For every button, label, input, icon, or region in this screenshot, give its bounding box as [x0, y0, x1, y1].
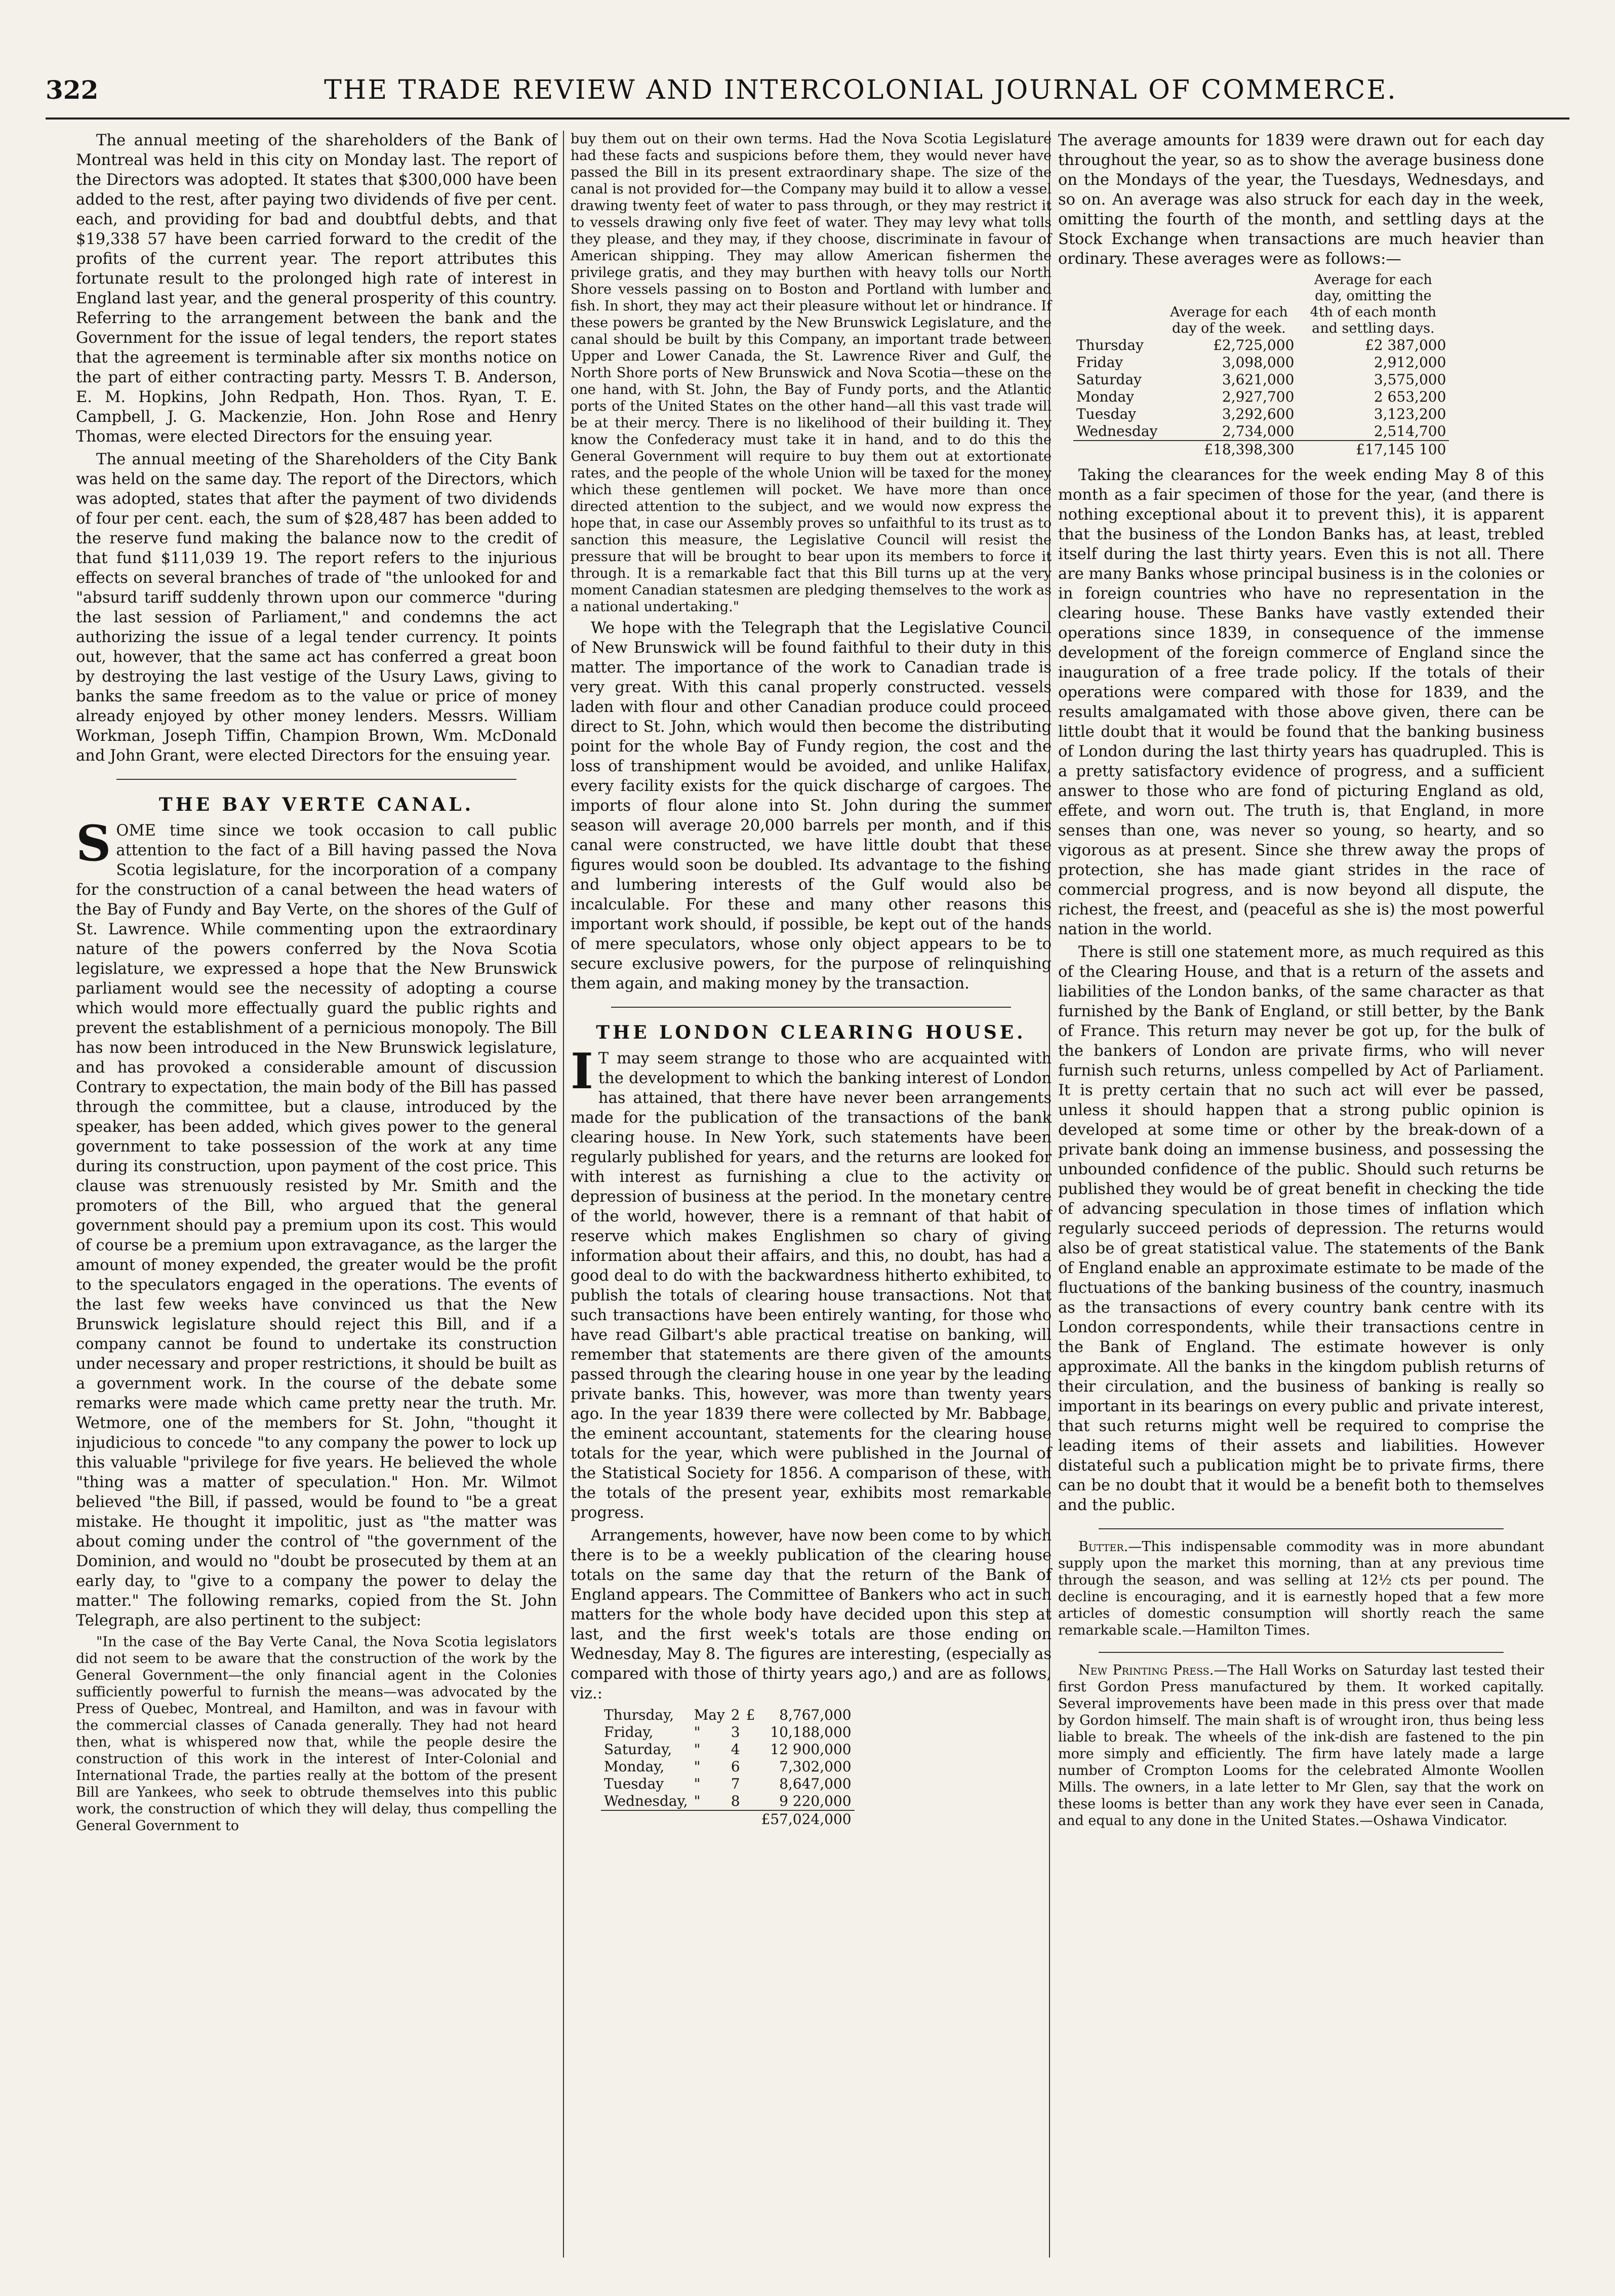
drop-cap: I [571, 1043, 593, 1100]
butter-lead: Butter. [1078, 1539, 1128, 1555]
table-row [601, 1758, 855, 1775]
bank-of-montreal-paragraph: The annual meeting of the shareholders of the Bank of Montreal was held in this city on Monday last. The report of the Directors was adopted. It states that $300,000 have been added to the rest, after paying two dividends of five per cent. each, and providing for bad and doubtful debts, and that $19,338 57 have been carried forward to the credit of the profits of the current year. The report attributes this fortunate result to the prolonged high rate of interest in England last year, and the general prosperity of this country. Referring to the arrangement between the bank and the Government for the issue of legal tenders, the report states that the agreement is terminable after six months notice on the part of either contracting party. Messrs T. B. Anderson, E. M. Hopkins, John Redpath, Hon. Thos. Ryan, T. E. Campbell, J. G. Mackenzie, Hon. John Rose and Henry Thomas, were elected Directors for the ensuing year. [76, 132, 557, 446]
day-cell: Saturday [1076, 371, 1142, 388]
amount-cell: 12 900,000 [770, 1741, 852, 1758]
butter-item [1058, 1538, 1544, 1639]
avg-omitting-cell: 2,514,700 [1374, 423, 1446, 440]
day-cell: Friday [1076, 354, 1123, 371]
section-separator [1099, 1528, 1504, 1529]
day-cell: Thursday, [604, 1707, 674, 1723]
avg-week-cell: 3,098,000 [1222, 354, 1295, 371]
avg-week-cell: 2,734,000 [1222, 423, 1295, 440]
month-cell: " [694, 1758, 701, 1775]
column-1 [76, 131, 557, 1837]
avg-total-week: £18,398,300 [1160, 441, 1297, 458]
journal-title: THE TRADE REVIEW AND INTERCOLONIAL JOURNAL OF COMMERCE. [324, 75, 1397, 105]
avg-header-week: Average for each day of the week. [1170, 304, 1288, 336]
currency-cell [743, 1758, 758, 1775]
printing-press-item [1058, 1662, 1544, 1829]
day-cell: Monday [1076, 388, 1134, 405]
avg-omitting-cell: 3,123,200 [1374, 406, 1446, 422]
date-cell: 6 [731, 1758, 740, 1775]
month-cell: " [694, 1724, 701, 1740]
day-cell: Tuesday [604, 1775, 664, 1792]
table-row [1073, 371, 1449, 388]
section-separator [116, 779, 516, 780]
column-3 [1058, 131, 1544, 1832]
avg-omitting-cell: 2,912,000 [1374, 354, 1446, 371]
avg-week-cell: £2,725,000 [1213, 337, 1295, 353]
table-row [1073, 406, 1449, 423]
drop-cap: S [76, 815, 111, 872]
currency-cell [743, 1741, 758, 1758]
city-bank-paragraph: The annual meeting of the Shareholders of the City Bank was held on the same day. The report of the Directors, which was adopted, states that after the payment of two dividends of four per cent. each, the sum of $28,487 has been added to the reserve fund making the balance now to the credit of that fund $111,039 19. The report refers to the injurious effects on several branches of trade of "the unlooked for and "absurd tariff suddenly thrown upon our commerce "during the last session of Parliament," and condemns the act authorizing the issue of a legal tender currency. It points out, however, that the same act has conferred a great boon by destroying the last vestige of the Usury Laws, giving to banks the same freedom as to the value or price of money already enjoyed by other money lenders. Messrs. William Workman, Joseph Tiffin, Champion Brown, Wm. McDonald and John Grant, were elected Directors for the ensuing year. [76, 451, 557, 765]
currency-cell: £ [746, 1707, 755, 1723]
table-row [601, 1741, 855, 1758]
press-lead: New Printing Press. [1078, 1662, 1214, 1678]
date-cell: 8 [731, 1793, 740, 1809]
day-cell: Tuesday [1076, 406, 1137, 422]
arrangements-paragraph: Arrangements, however, have now been come to by which there is to be a weekly publication of the clearing house totals on the same day that the return of the Bank of England appears. The Committee of Bankers who act in such matters for the whole body have decided upon this step at last, and the first week's totals are those ending on Wednesday, May 8. The figures are interesting, (especially as compared with those of thirty years ago,) and are as follows, viz.: [571, 1527, 1052, 1703]
amount-cell: 8,767,000 [779, 1707, 852, 1723]
avg-total-omitting: £17,145 100 [1297, 441, 1449, 458]
section-separator [1099, 1652, 1504, 1653]
date-cell: 4 [731, 1741, 740, 1758]
table-row [1073, 388, 1449, 406]
avg-week-cell: 2,927,700 [1222, 388, 1295, 405]
month-cell: " [694, 1775, 701, 1792]
day-cell: Friday, [604, 1724, 654, 1740]
currency-cell [743, 1793, 758, 1810]
date-cell: 7 [731, 1775, 740, 1792]
header-rule [46, 117, 1569, 120]
table-row [1073, 354, 1449, 371]
day-cell: Wednesday, [604, 1793, 688, 1809]
butter-text: —This indispensable commodity was in more abundant supply upon the market this morning, than at any previous time through the season, and was selling at 12½ cts per pound. The decline is encouraging, and it is earnestly hoped that a few more articles of domestic consumption will shortly reach the same remarkable scale.—Hamilton Times. [1058, 1539, 1544, 1638]
avg-omitting-cell: 2 653,200 [1374, 388, 1446, 405]
bay-verte-heading: THE BAY VERTE CANAL. [158, 794, 474, 815]
table-row [1073, 337, 1449, 354]
bay-verte-conclusion: We hope with the Telegraph that the Legislative Council of New Brunswick will be found faithful to their duty in this matter. The importance of the work to Canadian trade is very great. With this canal properly constructed. vessels laden with flour and other Canadian produce could proceed direct to St. John, which would then become the distributing point for the whole Bay of Fundy region, the cost and the loss of transhipment would be avoided, and unlike Halifax, every facility exists for the quick discharge of cargoes. The imports of flour alone into St. John during the summer season will average 20,000 barrels per month, and if this canal were constructed, we have little doubt that these figures would soon be doubled. Its advantage to the fishing and lumbering interests of the Gulf would also be incalculable. For these and many other reasons this important work should, if possible, be kept out of the hands of mere speculators, whose only object appears to be to secure exclusive powers, for the purpose of relinquishing them again, and making money by the transaction. [571, 619, 1052, 993]
table-row [1073, 423, 1449, 441]
table-row [601, 1775, 855, 1793]
page-number: 322 [46, 75, 99, 105]
telegraph-quote-continued: buy them out on their own terms. Had the Nova Scotia Legislature had these facts and suspicions before them, they would never have passed the Bill in its present extraordinary shape. The size of the canal is not provided for—the Company may build it to allow a vessel drawing twenty feet of water to pass through, or they may restrict it to vessels drawing only five feet of water. They may levy what tolls they please, and they may, if they choose, discriminate in favour of American shipping. They may allow American fishermen the privilege gratis, and they may burthen with heavy tolls our North Shore vessels passing on to Boston and Portland with lumber and fish. In short, they may act their pleasure without let or hindrance. If these powers be granted by the New Brunswick Legislature, and the canal should be built by this Company, an important trade between Upper and Lower Canada, the St. Lawrence River and Gulf, the North Shore ports of New Brunswick and Nova Scotia—these on the one hand, with St. John, the Bay of Fundy ports, and the Atlantic ports of the United States on the other hand—all this vast trade will be at their mercy. There is no likelihood of their building it. They know the Confederacy must take it in hand, and to do this the General Government will require to buy them out at extortionate rates, and the people of the whole Union will be taxed for the money which these gentlemen will pocket. We have more than once directed attention to the subject, and we would now express the hope that, in case our Assembly proves so unfaithful to its trust as to sanction this measure, the Legislative Council will resist the pressure that will be brought to bear upon its members to force it through. It is a remarkable fact that this Bill turns up at the very moment Canadian statesmen are pledging themselves to the work as a national undertaking." [571, 131, 1052, 615]
day-cell: Wednesday [1076, 423, 1158, 440]
currency-cell [743, 1724, 758, 1741]
avg-header-omitting: Average for each day, omitting the 4th of each month and settling days. [1310, 272, 1437, 336]
averages-intro: The average amounts for 1839 were drawn out for each day throughout the year, so as to show the average business done on the Mondays of the year, the Tuesdays, Wednesdays, and so on. An average was also struck for each day in the week, omitting the fourth of the month, and settling days at the Stock Exchange when transactions are much heavier than ordinary. These averages were as follows:— [1058, 132, 1544, 268]
table-row [601, 1793, 855, 1810]
clearing-house-heading: THE LONDON CLEARING HOUSE. [596, 1022, 1026, 1043]
day-cell: Thursday [1076, 337, 1144, 353]
averages-table [1073, 272, 1449, 458]
column-2 [571, 131, 1052, 1828]
amount-cell: 10,188,000 [770, 1724, 852, 1740]
table-row [601, 1724, 855, 1741]
month-cell: May [694, 1707, 725, 1723]
bay-verte-text: OME time since we took occasion to call public attention to the fact of a Bill having passed the Nova Scotia legislature, for the incorporation of a company for the construction of a canal between the head waters of the Bay of Fundy and Bay Verte, on the shores of the Gulf of St. Lawrence. While commenting upon the extraordinary nature of the powers conferred by the Nova Scotia legislature, we expressed a hope that the New Brunswick parliament would see the necessity of adopting a course which would more effectually guard the public rights and prevent the establishment of a pernicious monopoly. The Bill has now been introduced in the New Brunswick legislature, and has provoked a considerable amount of discussion Contrary to expectation, the main body of the Bill has passed through the committee, but a clause, introduced by the speaker, has been added, which gives power to the general government to take possession of the work at any time during its construction, upon payment of the cost price. This clause was strenuously resisted by Mr. Smith and the promoters of the Bill, who argued that the general government should pay a premium upon its cost. This would of course be a premium upon extravagance, as the larger the amount of money expended, the greater would be the profit to the speculators engaged in the operations. The events of the last few weeks have convinced us that the New Brunswick legislature should reject this Bill, and if a company cannot be found to undertake its construction under necessary and proper restrictions, it should be built as a government work. In the course of the debate some remarks were made which came pretty near the truth. Mr. Wetmore, one of the members for St. John, "thought it injudicious to concede "to any company the power to lock up this valuable "privilege for five years. He believed the whole "thing was a matter of speculation." Hon. Mr. Wilmot believed "the Bill, if passed, would be found to "be a great mistake. He thought it impolitic, just as "the matter was about coming under the control of "the government of the Dominion, and would no "doubt be prosecuted by them at an early day, to "give to a company the power to delay the matter." The following remarks, copied from the St. John Telegraph, are also pertinent to the subject: [76, 822, 557, 1630]
avg-week-cell: 3,621,000 [1222, 371, 1295, 388]
bay-verte-paragraph [76, 815, 557, 1631]
day-cell: Saturday, [604, 1741, 672, 1758]
avg-omitting-cell: £2 387,000 [1365, 337, 1446, 353]
currency-cell [743, 1775, 758, 1793]
table-row [601, 1707, 855, 1724]
day-cell: Monday, [604, 1758, 665, 1775]
section-separator [611, 1007, 1011, 1008]
clearing-total: £57,024,000 [758, 1810, 854, 1828]
avg-week-cell: 3,292,600 [1222, 406, 1295, 422]
month-cell: " [694, 1741, 701, 1758]
month-cell: " [694, 1793, 701, 1809]
date-cell: 3 [731, 1724, 740, 1740]
amount-cell: 9 220,000 [779, 1793, 852, 1809]
clearing-house-text: T may seem strange to those who are acquainted with the development to which the banking interest of London has attained, that there have never been arrangements made for the publication of the transactions of the bank clearing house. In New York, such statements have been regularly published for years, and the returns are looked for with interest as furnishing a clue to the activity or depression of business at the period. In the monetary centre of the world, however, there is a remnant of that habit of reserve which makes Englishmen so chary of giving information about their affairs, and this, no doubt, has had a good deal to do with the backwardness hitherto exhibited, to publish the totals of clearing house transactions. Not that such transactions have been entirely wanting, for those who have read Gilbart's able practical treatise on banking, will remember that statements are there given of the amounts passed through the clearing house in one year by the leading private banks. This, however, was more than twenty years ago. In the year 1839 there were collected by Mr. Babbage, the eminent accountant, statements for the clearing house totals for the year, which were published in the Journal of the Statistical Society for 1856. A comparison of these, with the totals of the present year, exhibits most remarkable progress. [571, 1050, 1052, 1522]
page-header [46, 75, 1569, 110]
date-cell: 2 [731, 1707, 740, 1723]
clearing-house-paragraph [571, 1043, 1052, 1523]
clearing-totals-table [601, 1707, 855, 1828]
amount-cell: 8,647,000 [779, 1775, 852, 1792]
press-text: —The Hall Works on Saturday last tested their first Gordon Press manufactured by them. It worked capitally. Several improvements have been made in this press over that made by Gordon himself. The main shaft is of wrought iron, thus being less liable to break. The wheels of the ink-dish are fastened to the pin more simply and efficiently. The firm have lately made a large number of Crompton Looms for the celebrated Almonte Woollen Mills. The owners, in a late letter to Mr Glen, say that the work on these looms is better than any work they have ever seen in Canada, and equal to any done in the United States.—Oshawa Vindicator. [1058, 1662, 1544, 1829]
clearances-paragraph: Taking the clearances for the week ending May 8 of this month as a fair specimen of those for the year, (and there is nothing exceptional about it to prevent this), it is apparent that the business of the London Banks has, at least, trebled itself during the last thirty years. Even this is not all. There are many Banks whose principal business is in the colonies or in foreign countries who have no representation in the clearing house. These Banks have vastly extended their operations since 1839, in consequence of the immense development of the foreign commerce of England since the inauguration of a free trade policy. If the totals of their operations were compared with those for 1839, and the results amalgamated with those above given, there can be little doubt that it would be found that the banking business of London during the last thirty years has quadrupled. This is a pretty satisfactory evidence of progress, and a sufficient answer to those who are fond of picturing England as old, effete, and worn out. The truth is, that England, in more senses than one, was never so young, so hearty, and so vigorous as at present. Since she threw away the props of protection, she has made giant strides in the race of commercial progress, and is now beyond all dispute, the richest, the freest, and (peaceful as she is) the most powerful nation in the world. [1058, 466, 1544, 938]
telegraph-quote: "In the case of the Bay Verte Canal, the Nova Scotia legislators did not seem to be aware that the construction of the work by the General Government—the only financial agent in the Colonies sufficiently powerful to furnish the means—was advocated by the Press of Quebec, Montreal, and Hamilton, and was in favour with the commercial classes of Canada generally. They had not heard then, what is whispered now that, while the people desire the construction of this work in the interest of Inter-Colonial and International Trade, the parties really at the bottom of the present Bill are Yankees, who seek to obtrude themselves into this public work, the construction of which they will delay, thus compelling the General Government to [76, 1634, 557, 1834]
assets-paragraph: There is still one statement more, as much required as this of the Clearing House, and that is a return of the assets and liabilities of the London banks, of the same character as that furnished by the Bank of England, or still better, by the Bank of France. This return may never be got up, for the bulk of the bankers of London are private firms, who will never furnish such returns, unless compelled by Act of Parliament. It is pretty certain that no such act will ever be passed, unless it should happen that a strong public opinion is developed at some time or other by the break-down of a private bank doing an immense business, and possessing the unbounded confidence of the public. Should such returns be published they would be of great benefit in checking the tide of advancing speculation in those times of inflation which regularly succeed periods of depression. The returns would also be of great statistical value. The statements of the Bank of England enable an approximate estimate to be made of the fluctuations of the banking business of the country, inasmuch as the transactions of every country bank centre with its London correspondents, while their transactions centre in the Bank of England. The estimate however is only approximate. All the banks in the kingdom publish returns of their circulation, and the business of banking is really so important in its bearings on every public and private interest, that such returns might well be required to comprise the leading items of their assets and liabilities. However distateful such a publication might be to private firms, there can be no doubt that it would be a benefit both to themselves and the public. [1058, 943, 1544, 1514]
amount-cell: 7,302,000 [779, 1758, 852, 1775]
avg-omitting-cell: 3,575,000 [1374, 371, 1446, 388]
column-divider [563, 131, 564, 2258]
